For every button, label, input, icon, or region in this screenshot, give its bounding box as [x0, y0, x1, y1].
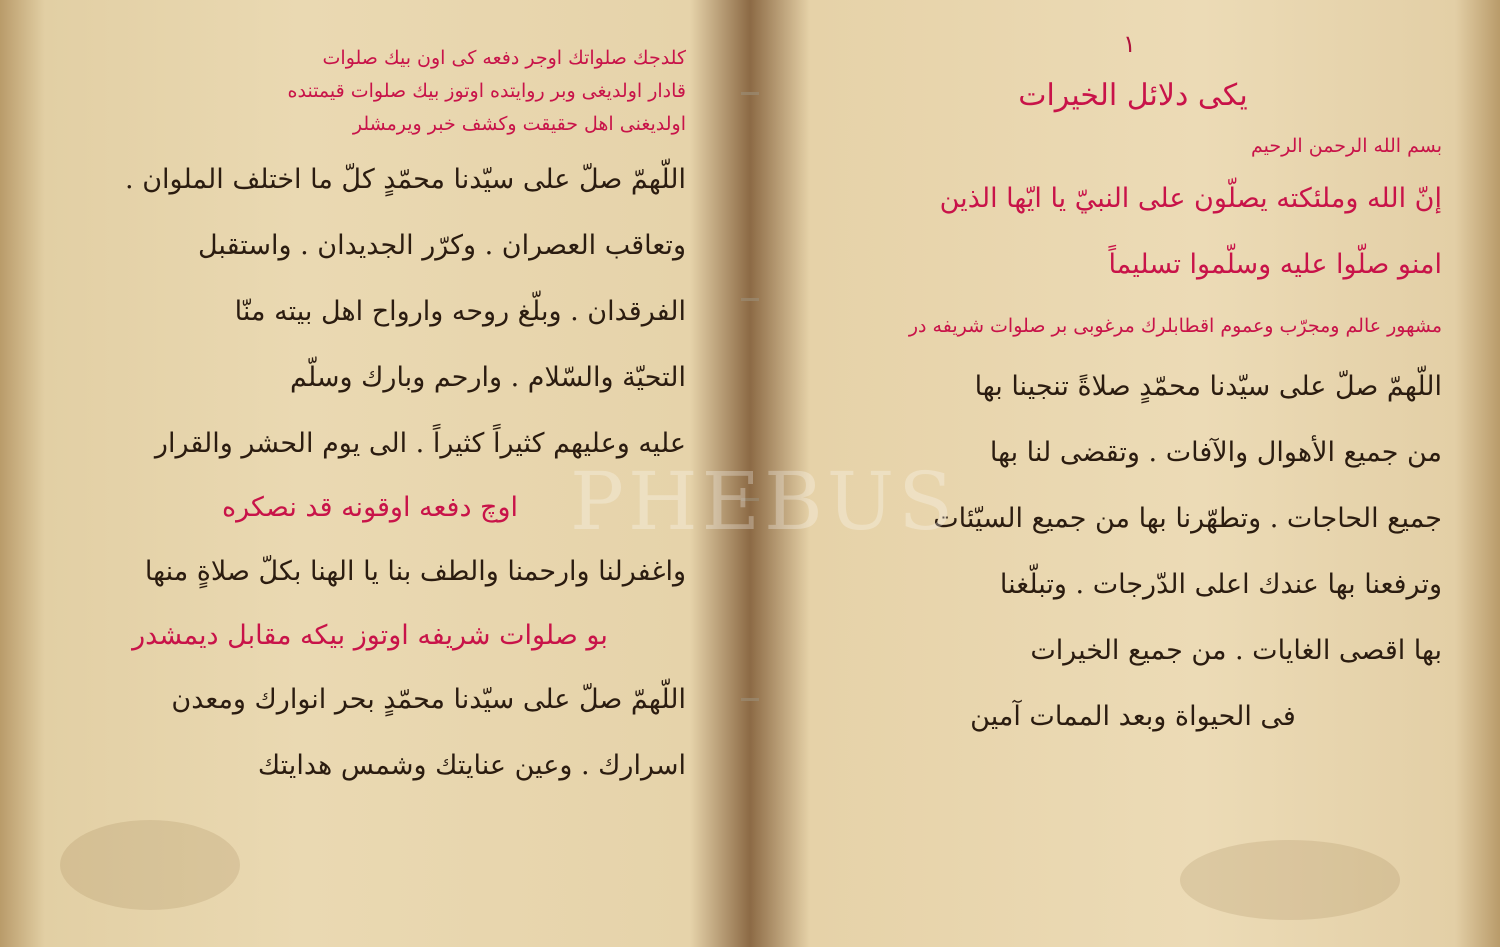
verse-line: امنو صلّوا عليه وسلّموا تسليماً — [1108, 249, 1442, 280]
text-line: جميع الحاجات . وتطهّرنا بها من جميع السيّئات — [933, 503, 1442, 534]
basmala: بسم الله الرحمن الرحيم — [1251, 135, 1442, 157]
text-line: الفرقدان . وبلّغ روحه وارواح اهل بيته منّا — [234, 296, 686, 327]
left-header-note — [54, 42, 686, 141]
text-line: اسرارك . وعين عنايتك وشمس هدايتك — [257, 750, 686, 781]
page-title: يكى دلائل الخيرات — [1018, 78, 1248, 113]
binding-stitch — [741, 298, 759, 301]
text-line: واغفرلنا وارحمنا والطف بنا يا الهنا بكلّ صلاةٍ منها — [144, 556, 686, 587]
text-line: وتعاقب العصران . وكرّر الجديدان . واستقبل — [197, 230, 686, 261]
text-line: وترفعنا بها عندك اعلى الدّرجات . وتبلّغنا — [999, 569, 1442, 600]
merit-note: بو صلوات شريفه اوتوز بيكه مقابل ديمشدر — [132, 620, 608, 651]
note-line: كلدجك صلواتك اوجر دفعه كى اون بيك صلوات — [322, 47, 686, 69]
watermark: PHEBUS — [570, 455, 958, 548]
intro-note: مشهور عالم ومجرّب وعموم اقطابلرك مرغوبى بر صلوات شريفه در — [908, 315, 1442, 337]
text-line: بها اقصى الغايات . من جميع الخيرات — [1030, 635, 1442, 666]
text-line: التحيّة والسّلام . وارحم وبارك وسلّم — [290, 362, 686, 393]
note-line: قادار اولديغى وبر روايتده اوتوز بيك صلوات قيمتنده — [287, 80, 686, 102]
binding-stitch — [741, 92, 759, 95]
binding-stitch — [741, 698, 759, 701]
repeat-note: اوچ دفعه اوقونه قد نصكره — [221, 492, 519, 523]
text-line: من جميع الأهوال والآفات . وتقضى لنا بها — [989, 437, 1442, 468]
text-line: اللّهمّ صلّ على سيّدنا محمّدٍ صلاةً تنجينا بها — [974, 371, 1442, 402]
verse-line: إنّ الله وملئكته يصلّون على النبيّ يا ايّها الذين — [939, 183, 1442, 214]
text-line: عليه وعليهم كثيراً كثيراً . الى يوم الحشر والقرار — [154, 428, 686, 459]
text-line: اللّهمّ صلّ على سيّدنا محمّدٍ كلّ ما اختلف الملوان . — [125, 164, 686, 195]
text-line: اللّهمّ صلّ على سيّدنا محمّدٍ بحر انوارك ومعدن — [171, 684, 686, 715]
note-line: اولديغنى اهل حقيقت وكشف خبر ويرمشلر — [352, 113, 686, 135]
page-number: ١ — [1123, 30, 1136, 58]
text-line: فى الحيواة وبعد الممات آمين — [970, 701, 1296, 732]
